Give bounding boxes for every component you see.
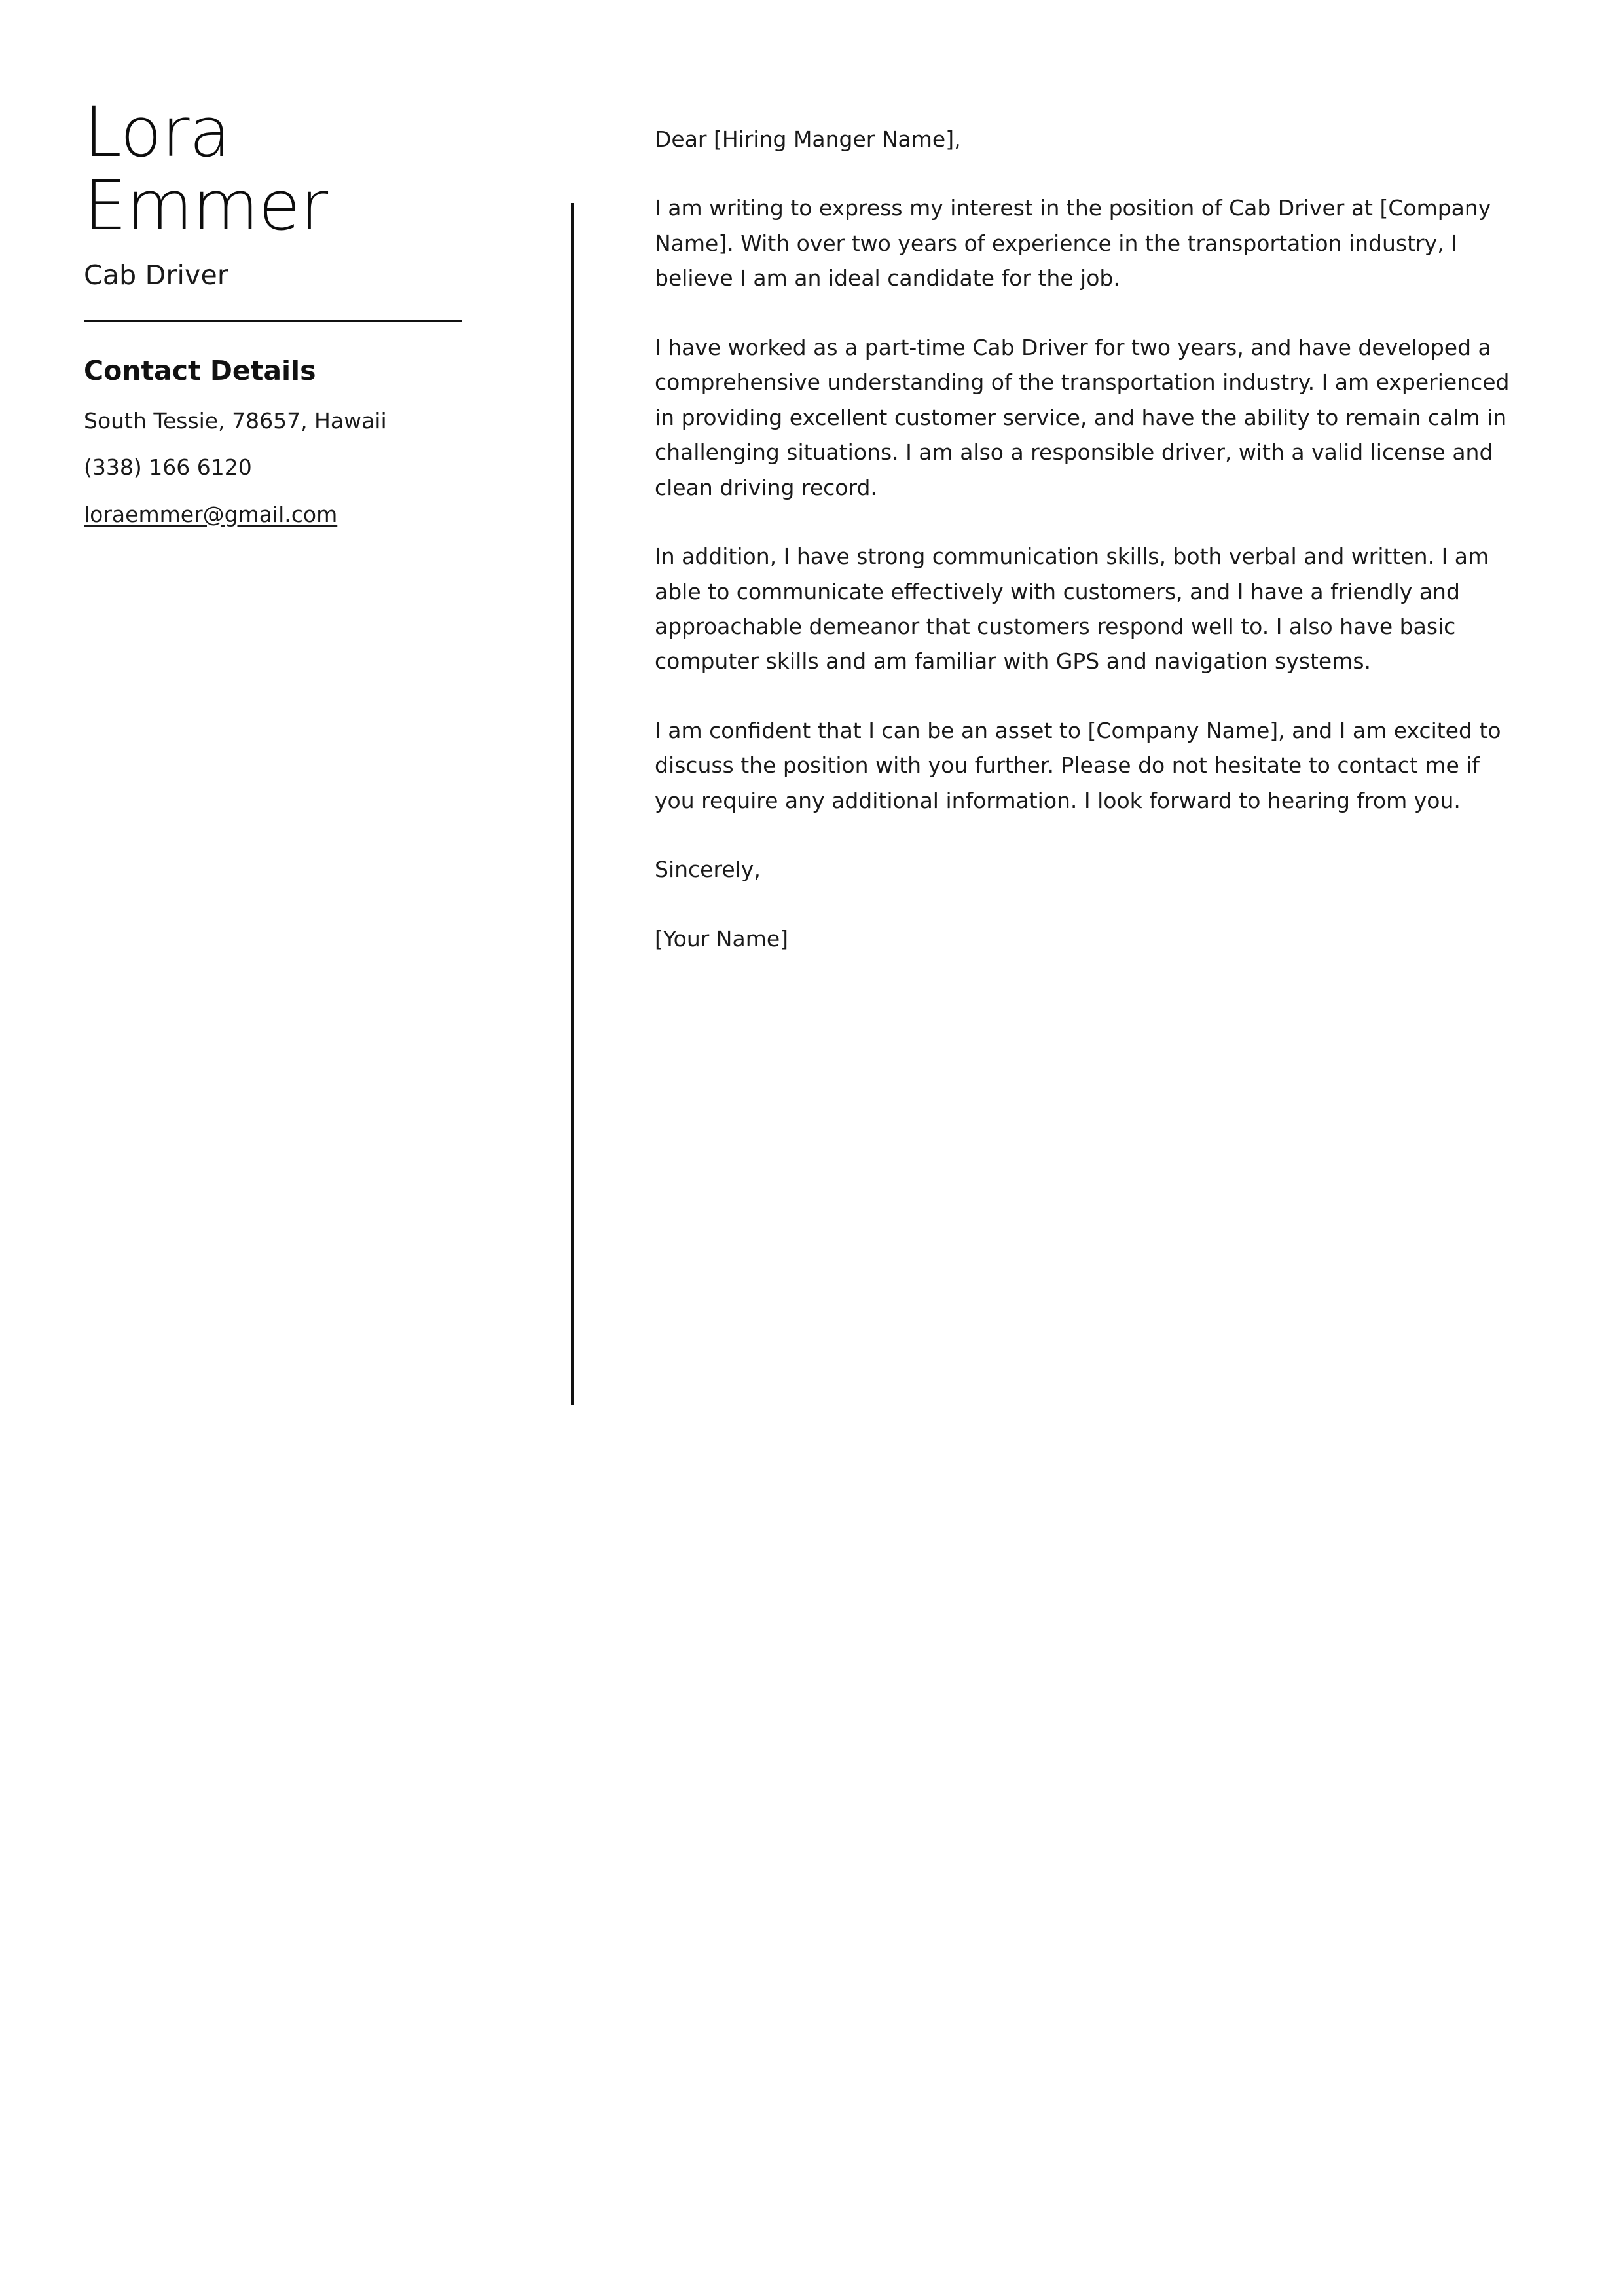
letter-paragraph-3: In addition, I have strong communication skills, both verbal and written. I am able to communicate effectively with customers, and I have a friendly and approachable demeanor that customers respond well to. I also have basic computer skills and am familiar with GPS and navigation systems. (655, 544, 1489, 675)
contact-details-list (84, 409, 477, 527)
letter-signature-name: [Your Name] (655, 925, 789, 952)
contact-address: South Tessie, 78657, Hawaii (84, 408, 387, 434)
header-divider-rule (84, 320, 462, 322)
column-divider-rule (571, 203, 574, 1405)
applicant-first-name: Lora (84, 92, 231, 172)
letter-sign-off: Sincerely, (655, 857, 761, 883)
sidebar (84, 92, 477, 527)
applicant-last-name: Emmer (84, 166, 328, 246)
letter-paragraph-4: I am confident that I can be an asset to [Company Name], and I am excited to discuss the position with you further. Please do not hesitate to contact me if you require any additional information. I look forward to hearing from you. (655, 717, 1501, 813)
letter-salutation: Dear [Hiring Manger Name], (655, 126, 961, 152)
applicant-name (84, 92, 477, 246)
contact-details-heading: Contact Details (84, 355, 316, 386)
applicant-job-title: Cab Driver (84, 259, 228, 291)
letter-paragraph-1: I am writing to express my interest in the position of Cab Driver at [Company Name]. With over two years of experience in the transportation industry, I believe I am an ideal candidate for the job. (655, 195, 1491, 291)
contact-email-link[interactable]: loraemmer@gmail.com (84, 501, 338, 527)
letter-paragraph-2: I have worked as a part-time Cab Driver for two years, and have developed a comprehensive understanding of the transportation industry. I am experienced in providing excellent customer service, and have the ability to remain calm in challenging situations. I am also a responsible driver, with a valid license and clean driving record. (655, 334, 1510, 500)
letter-body (655, 122, 1519, 956)
contact-email-line (84, 502, 477, 527)
contact-phone: (338) 166 6120 (84, 454, 252, 481)
